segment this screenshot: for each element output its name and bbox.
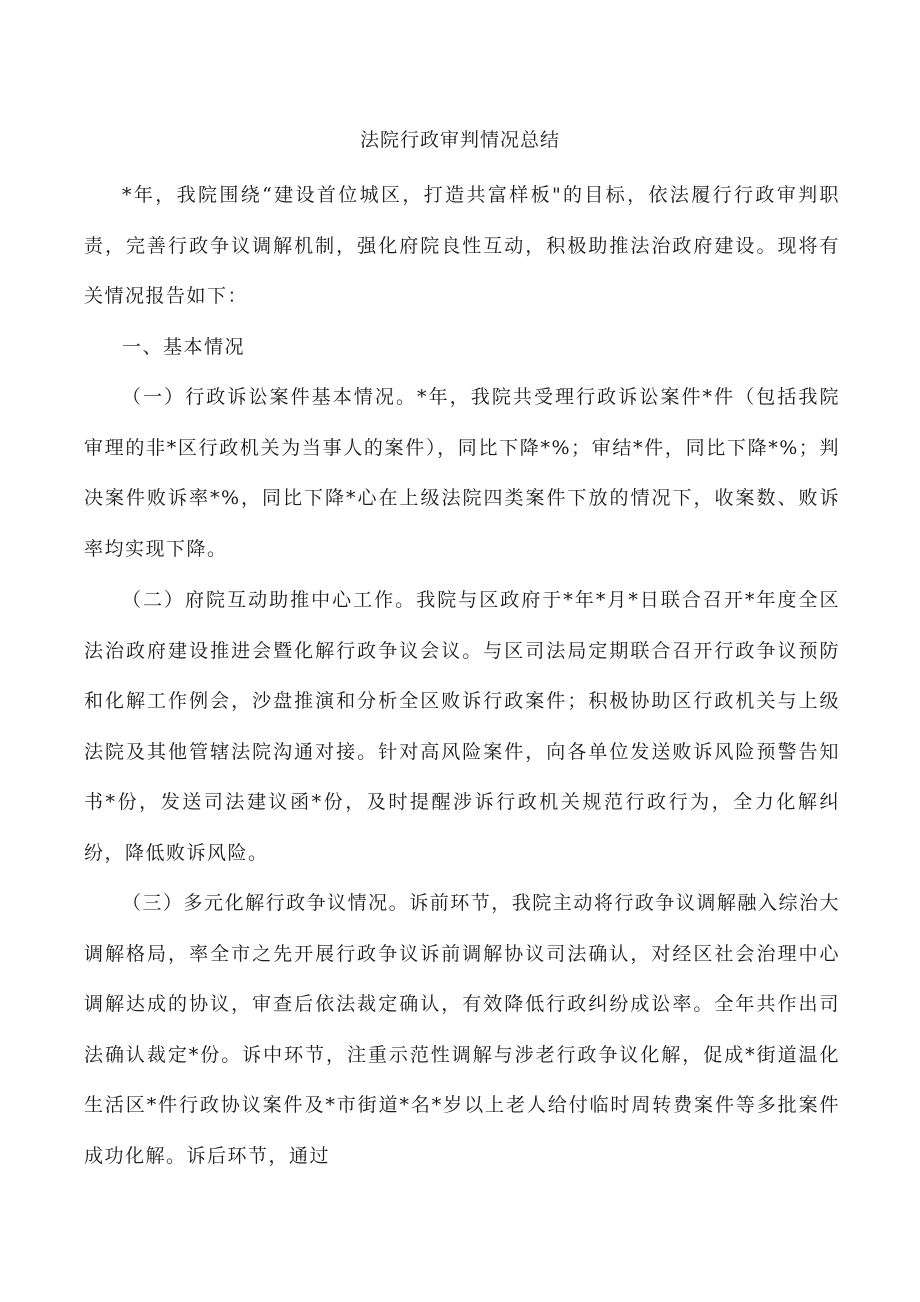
section-heading: 一、基本情况 [122, 336, 246, 358]
paragraph-court-government-interaction: （二）府院互动助推中心工作。我院与区政府于*年*月*日联合召开*年度全区法治政府建设推进会暨化解行政争议会议。与区司法局定期联合召开行政争议预防和化解工作例会，沙盘推演和分析全区败诉行政案件；积极协助区行政机关与上级法院及其他管辖法院沟通对接。针对高风险案件，向各单位发送败诉风险预警告知书*份，发送司法建议函*份，及时提醒涉诉行政机关规范行政行为，全力化解纠纷，降低败诉风险。 [84, 589, 840, 864]
paragraph-case-overview: （一）行政诉讼案件基本情况。*年，我院共受理行政诉讼案件*件（包括我院审理的非*区行政机关为当事人的案件），同比下降*%；审结*件，同比下降*%；判决案件败诉率*%，同比下降*心在上级法院四类案件下放的情况下，收案数、败诉率均实现下降。 [84, 386, 840, 560]
document-title: 法院行政审判情况总结 [359, 129, 560, 151]
intro-paragraph: *年，我院围绕“建设首位城区，打造共富样板"的目标，依法履行行政审判职责，完善行政争议调解机制，强化府院良性互动，积极助推法治政府建设。现将有关情况报告如下： [84, 184, 840, 307]
paragraph-dispute-resolution: （三）多元化解行政争议情况。诉前环节，我院主动将行政争议调解融入综治大调解格局，率全市之先开展行政争议诉前调解协议司法确认，对经区社会治理中心调解达成的协议，审查后依法裁定确认，有效降低行政纠纷成讼率。全年共作出司法确认裁定*份。诉中环节，注重示范性调解与涉老行政争议化解，促成*街道温化生活区*件行政协议案件及*市街道*名*岁以上老人给付临时周转费案件等多批案件成功化解。诉后环节，通过 [84, 892, 840, 1167]
